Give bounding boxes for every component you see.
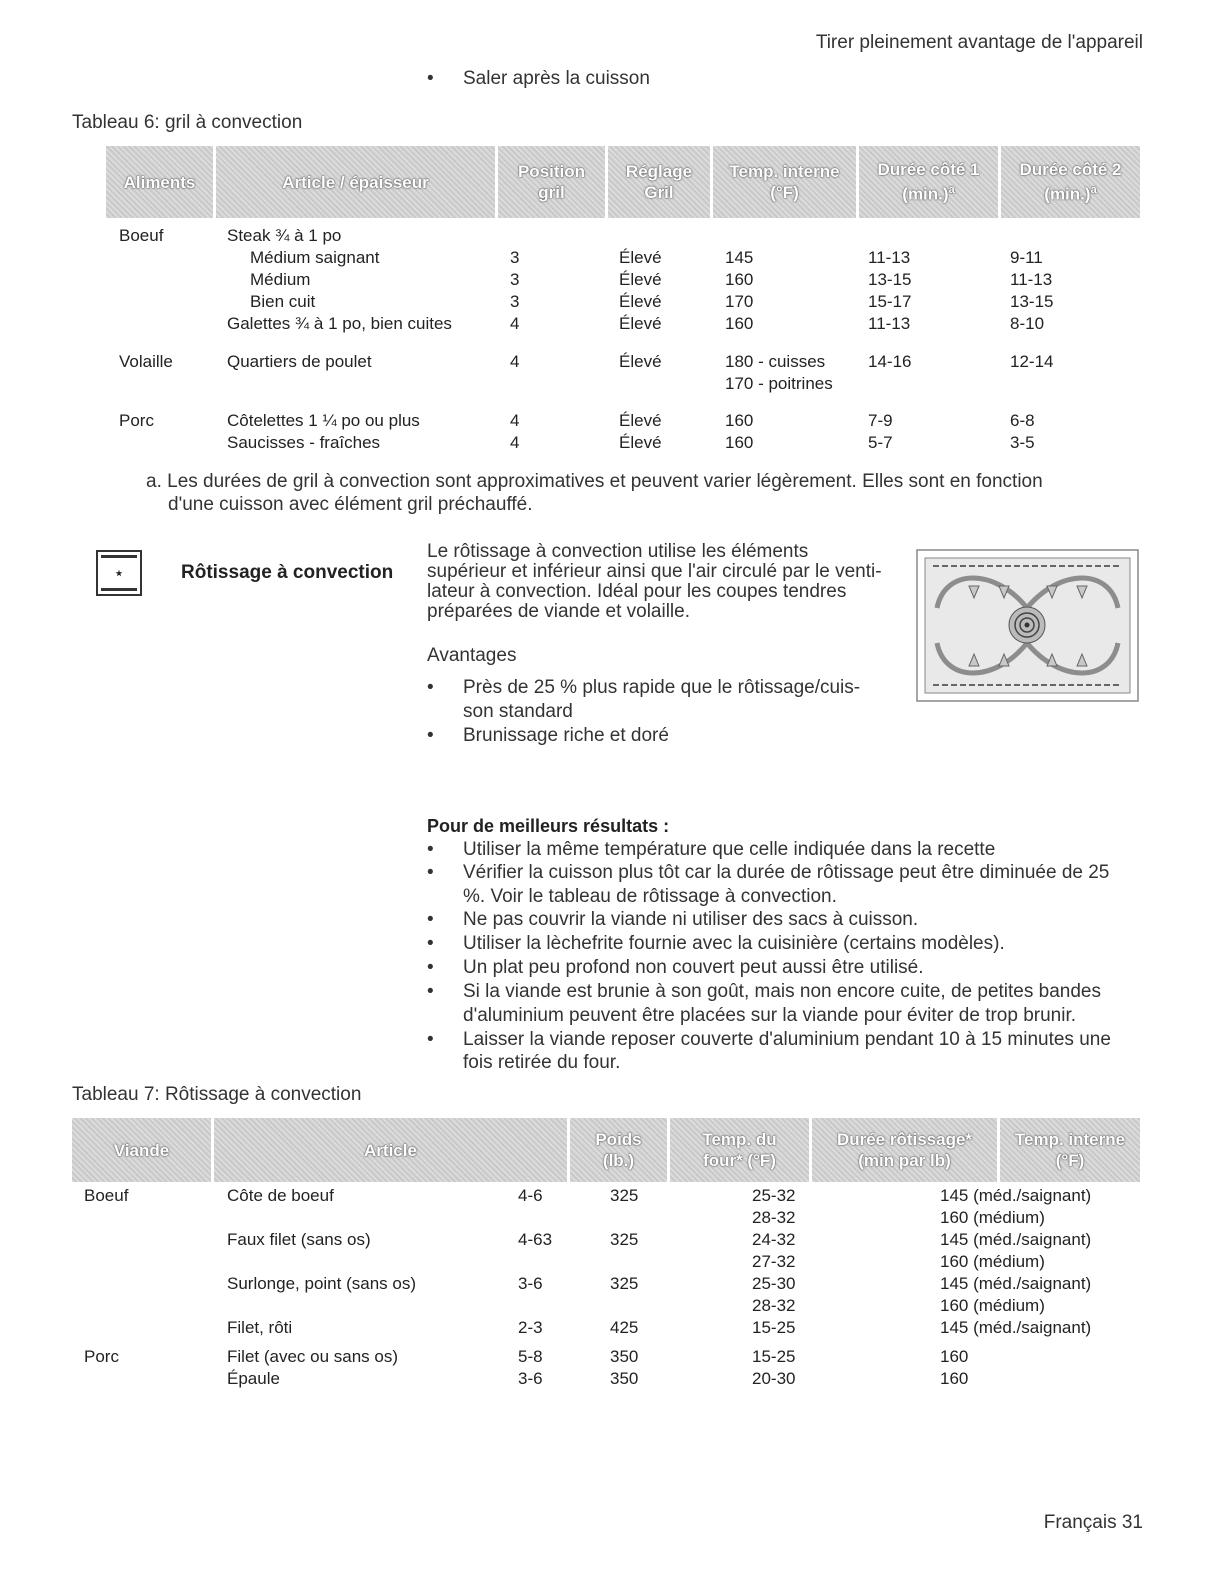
table-cell: Épaule <box>227 1369 280 1388</box>
table-cell: 25-32 <box>752 1186 796 1205</box>
table-cell: 325 <box>610 1230 639 1249</box>
table-cell: 15-25 <box>752 1347 796 1366</box>
table-cell: 325 <box>610 1186 639 1205</box>
table-cell: 8-10 <box>1010 314 1045 333</box>
table6-caption: Tableau 6: gril à convection <box>72 112 303 133</box>
table-cell: 15-17 <box>868 292 912 311</box>
table7-header <box>72 1118 1140 1182</box>
table-cell: 350 <box>610 1369 639 1388</box>
table-cell: 14-16 <box>868 352 912 371</box>
list-item: • Près de 25 % plus rapide que le rôtissage/cuis- <box>427 677 861 698</box>
table-cell: Élevé <box>619 352 662 371</box>
table7-caption: Tableau 7: Rôtissage à convection <box>72 1084 362 1105</box>
table-cell: 2-3 <box>518 1318 543 1337</box>
table-cell: Élevé <box>619 248 662 267</box>
th-temp-interne: Temp. interne (°F) <box>1014 1130 1126 1170</box>
table-cell: 145 (méd./saignant) <box>940 1318 1092 1337</box>
table-cell: 4 <box>510 314 520 333</box>
th-reglage: Réglage Gril <box>608 146 713 218</box>
table-cell: 3 <box>510 248 520 267</box>
table-cell: 3 <box>510 270 520 289</box>
table-cell: Côte de boeuf <box>227 1186 334 1205</box>
table6-header <box>106 146 1140 218</box>
table-cell: Élevé <box>619 433 662 452</box>
section-title: Rôtissage à convection <box>181 562 394 583</box>
table-cell: 4-63 <box>518 1230 553 1249</box>
table-cell: 3-6 <box>518 1274 543 1293</box>
table-cell: Surlonge, point (sans os) <box>227 1274 416 1293</box>
th-article: Article / épaisseur <box>216 146 498 218</box>
table-cell: 145 (méd./saignant) <box>940 1274 1092 1293</box>
table-cell: Filet (avec ou sans os) <box>227 1347 399 1366</box>
table-cell: Élevé <box>619 314 662 333</box>
best-results-title: Pour de meilleurs résultats : <box>427 816 670 836</box>
th-article: Article <box>214 1118 570 1182</box>
convection-airflow-diagram <box>915 548 1140 703</box>
table-cell: 3 <box>510 292 520 311</box>
list-item: • Utiliser la lèchefrite fournie avec la cuisinière (certains modèles). <box>427 933 1005 954</box>
table-cell: 160 <box>725 433 754 452</box>
table-cell: 160 (médium) <box>940 1252 1045 1271</box>
avantages-title: Avantages <box>427 645 517 666</box>
table-cell: Élevé <box>619 292 662 311</box>
th-position: Position gril <box>498 146 608 218</box>
intro-line-1: Le rôtissage à convection utilise les éléments <box>427 541 809 562</box>
intro-line-2: supérieur et inférieur ainsi que l'air circulé par le venti- <box>427 561 882 582</box>
table-cell: Boeuf <box>119 226 164 245</box>
bullet-dot: • <box>427 68 434 89</box>
table-cell: 160 (médium) <box>940 1208 1045 1227</box>
table-cell: 325 <box>610 1274 639 1293</box>
list-item-continued: fois retirée du four. <box>463 1052 621 1073</box>
table-cell: 11-13 <box>868 314 911 333</box>
th-viande: Viande <box>72 1118 214 1182</box>
top-bullet-text: Saler après la cuisson <box>463 68 650 89</box>
table-cell: 145 (méd./saignant) <box>940 1186 1092 1205</box>
running-header: Tirer pleinement avantage de l'appareil <box>815 32 1143 53</box>
table-cell: Filet, rôti <box>227 1318 293 1337</box>
table-cell: Galettes ¾ à 1 po, bien cuites <box>227 314 452 333</box>
list-item-continued: %. Voir le tableau de rôtissage à convection. <box>463 886 837 907</box>
intro-line-4: préparées de viande et volaille. <box>427 601 691 622</box>
table-cell: 24-32 <box>752 1230 796 1249</box>
table-cell: 9-11 <box>1010 248 1043 267</box>
list-item: • Brunissage riche et doré <box>427 725 669 746</box>
list-item: • Ne pas couvrir la viande ni utiliser des sacs à cuisson. <box>427 909 919 930</box>
table-cell: 3-5 <box>1010 433 1035 452</box>
list-item: • Un plat peu profond non couvert peut aussi être utilisé. <box>427 957 924 978</box>
table-cell: 4 <box>510 411 520 430</box>
th-aliments: Aliments <box>106 146 216 218</box>
table-cell: 160 <box>725 270 754 289</box>
table-cell: 27-32 <box>752 1252 796 1271</box>
table-cell: Quartiers de poulet <box>227 352 372 371</box>
table-cell: 160 <box>940 1347 969 1366</box>
table-cell: 145 (méd./saignant) <box>940 1230 1092 1249</box>
table-cell: 145 <box>725 248 754 267</box>
table-cell: 160 <box>725 411 754 430</box>
list-item: • Utiliser la même température que celle indiquée dans la recette <box>427 839 996 860</box>
th-duree1: Durée côté 1 $(\min.)^a$ <box>859 146 1001 218</box>
table-cell: 350 <box>610 1347 639 1366</box>
table-cell: Élevé <box>619 411 662 430</box>
convection-fan-icon: ⋆ <box>96 550 142 596</box>
table-cell: Porc <box>84 1347 119 1366</box>
table-cell: 170 - poitrines <box>725 374 833 393</box>
table-cell: Volaille <box>119 352 173 371</box>
th-temp-four: Temp. du four* (°F) <box>670 1118 812 1182</box>
top-bullet <box>427 68 650 90</box>
table-cell: 5-7 <box>868 433 893 452</box>
list-item-continued: d'aluminium peuvent être placées sur la viande pour éviter de trop brunir. <box>463 1005 1077 1026</box>
th-duree: Durée rôtissage* (min par lb) <box>812 1118 1000 1182</box>
table-cell: 15-25 <box>752 1318 796 1337</box>
table-cell: 425 <box>610 1318 639 1337</box>
table-cell: 28-32 <box>752 1296 796 1315</box>
th-poids: Poids (lb.) <box>570 1118 670 1182</box>
table-cell: 11-13 <box>1010 270 1053 289</box>
table-cell: 3-6 <box>518 1369 543 1388</box>
list-item-continued: son standard <box>463 701 573 722</box>
table-cell: Boeuf <box>84 1186 129 1205</box>
table-cell: 13-15 <box>1010 292 1054 311</box>
table-cell: 160 <box>940 1369 969 1388</box>
table-cell: Côtelettes 1 ¼ po ou plus <box>227 411 420 430</box>
table-cell: 11-13 <box>868 248 911 267</box>
intro-line-3: lateur à convection. Idéal pour les coupes tendres <box>427 581 847 602</box>
table-cell: 170 <box>725 292 754 311</box>
table-cell: Saucisses - fraîches <box>227 433 381 452</box>
table-cell: 4 <box>510 352 520 371</box>
table-cell: 180 - cuisses <box>725 352 826 371</box>
table-cell: 25-30 <box>752 1274 796 1293</box>
list-item: • Laisser la viande reposer couverte d'aluminium pendant 10 à 15 minutes une <box>427 1029 1111 1050</box>
table-cell: 6-8 <box>1010 411 1035 430</box>
page-number: Français 31 <box>1043 1512 1143 1533</box>
table-cell: 160 <box>725 314 754 333</box>
table-cell: 20-30 <box>752 1369 796 1388</box>
table-cell: Élevé <box>619 270 662 289</box>
table-cell: Porc <box>119 411 154 430</box>
list-item: • Vérifier la cuisson plus tôt car la durée de rôtissage peut être diminuée de 25 <box>427 862 1110 883</box>
table6-footnote-line2: d'une cuisson avec élément gril préchauffé. <box>168 494 533 515</box>
table-cell: Faux filet (sans os) <box>227 1230 371 1249</box>
list-item: • Si la viande est brunie à son goût, mais non encore cuite, de petites bandes <box>427 981 1101 1002</box>
table-cell: 5-8 <box>518 1347 543 1366</box>
table-cell: Médium saignant <box>250 248 380 267</box>
table-cell: 13-15 <box>868 270 912 289</box>
table-cell: 160 (médium) <box>940 1296 1045 1315</box>
table6-footnote-line1: a. Les durées de gril à convection sont approximatives et peuvent varier légèrement. Elles sont en fonction <box>146 471 1043 492</box>
table-cell: 28-32 <box>752 1208 796 1227</box>
th-duree2: Durée côté 2 $(\min.)^a$ <box>1019 160 1122 204</box>
table-cell: 12-14 <box>1010 352 1054 371</box>
table-cell: Steak ¾ à 1 po <box>227 226 342 245</box>
th-temp: Temp. interne (°F) <box>713 146 859 218</box>
table-cell: 4-6 <box>518 1186 543 1205</box>
table-cell: 4 <box>510 433 520 452</box>
table-cell: 7-9 <box>868 411 893 430</box>
table-cell: Bien cuit <box>250 292 316 311</box>
table-cell: Médium <box>250 270 311 289</box>
